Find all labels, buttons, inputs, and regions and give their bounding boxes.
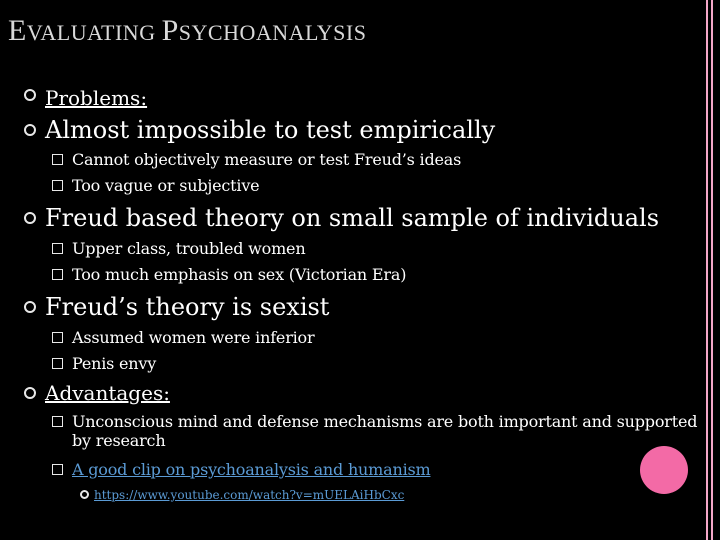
bullet-circle-icon: [24, 212, 36, 224]
sub-bullet: [52, 328, 314, 347]
bullet-circle-icon: [80, 490, 89, 499]
bullet-problem-3: [24, 293, 329, 321]
slide-frame-line: [706, 0, 708, 540]
advantage-1-line-2: by research: [72, 431, 166, 450]
bullet-circle-icon: [24, 301, 36, 313]
sub-bullet-text: Upper class, troubled women: [72, 239, 306, 258]
bullet-problems: [24, 86, 147, 110]
bullet-square-icon: [52, 464, 63, 475]
bullet-square-icon: [52, 416, 63, 427]
youtube-url-link[interactable]: https://www.youtube.com/watch?v=mUELAiHbCxc: [94, 488, 405, 502]
url-bullet: [80, 487, 404, 503]
slide-frame-line: [711, 0, 713, 540]
bullet-square-icon: [52, 358, 63, 369]
clip-link[interactable]: A good clip on psychoanalysis and humanism: [72, 460, 431, 479]
bullet-square-icon: [52, 243, 63, 254]
problems-heading: Problems:: [45, 86, 148, 110]
bullet-square-icon: [52, 269, 63, 280]
advantage-1-text: [72, 412, 697, 450]
sub-bullet: [52, 150, 461, 169]
advantages-heading: Advantages:: [45, 381, 170, 405]
bullet-advantages: [24, 381, 170, 405]
advantage-1-line-1: Unconscious mind and defense mechanisms are both important and supported: [72, 412, 698, 431]
sub-bullet: [52, 176, 259, 195]
bullet-circle-icon: [24, 387, 36, 399]
sub-bullet: [52, 460, 430, 479]
bullet-square-icon: [52, 332, 63, 343]
sub-bullet: [52, 354, 156, 373]
sub-bullet: [52, 239, 305, 258]
sub-bullet: [52, 265, 406, 284]
bullet-problem-1: [24, 116, 495, 144]
sub-bullet-text: Penis envy: [72, 354, 157, 373]
bullet-square-icon: [52, 180, 63, 191]
slide-title: EVALUATING PSYCHOANALYSIS: [8, 14, 367, 47]
sub-bullet: [52, 412, 697, 450]
sub-bullet-text: Assumed women were inferior: [72, 328, 315, 347]
problem-2-text: Freud based theory on small sample of individuals: [45, 204, 660, 232]
decorative-pink-circle: [640, 446, 688, 494]
sub-bullet-text: Cannot objectively measure or test Freud’s ideas: [72, 150, 462, 169]
bullet-circle-icon: [24, 124, 36, 136]
problem-3-text: Freud’s theory is sexist: [45, 293, 330, 321]
sub-bullet-text: Too much emphasis on sex (Victorian Era): [72, 265, 407, 284]
bullet-square-icon: [52, 154, 63, 165]
sub-bullet-text: Too vague or subjective: [72, 176, 260, 195]
bullet-problem-2: [24, 204, 659, 232]
bullet-circle-icon: [24, 89, 36, 101]
problem-1-text: Almost impossible to test empirically: [45, 116, 496, 144]
